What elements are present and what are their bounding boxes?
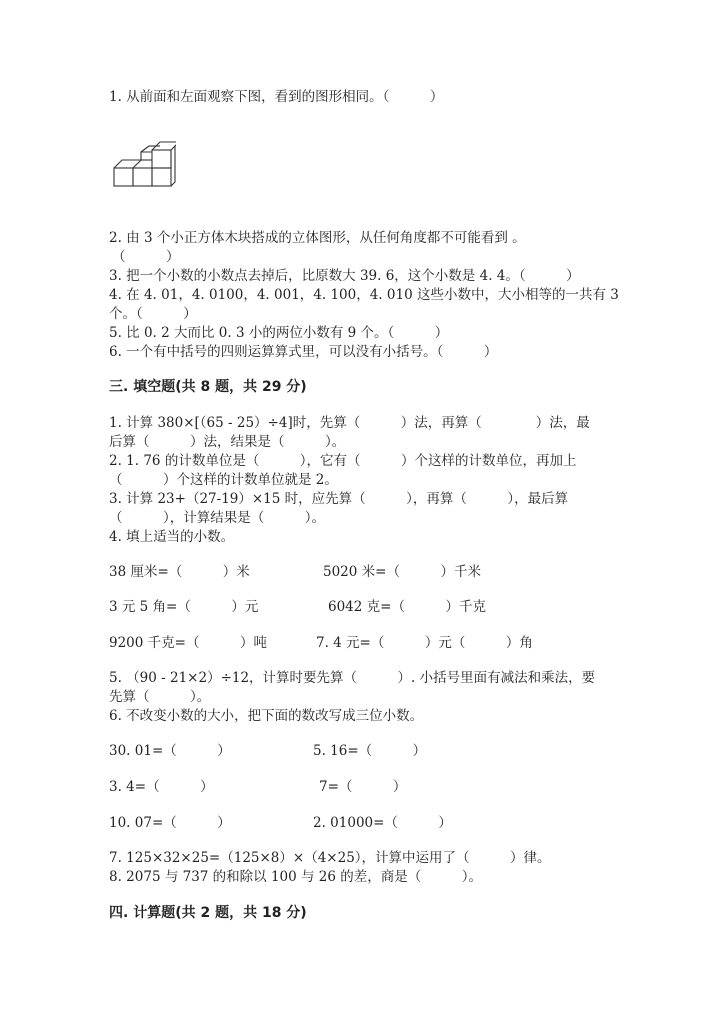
fill-q5-line2: 先算（ ）。 <box>109 689 211 705</box>
fill-q4-r3c1: 9200 千克=（ ）吨 <box>109 635 267 651</box>
judge-q1: 1. 从前面和左面观察下图，看到的图形相同。（ ） <box>109 89 444 105</box>
fill-q6-r3c2: 2. 01000=（ ） <box>313 815 452 831</box>
fill-q7: 7. 125×32×25=（125×8）×（4×25），计算中运用了（ ）律。 <box>109 850 551 866</box>
fill-q3-line2: （ ），计算结果是（ ）。 <box>109 510 325 526</box>
fill-q4-r1c1: 38 厘米=（ ）米 <box>109 564 250 580</box>
judge-q2-line1: 2. 由 3 个小正方体木块搭成的立体图形，从任何角度都不可能看到 。 <box>109 230 526 246</box>
fill-q2-line1: 2. 1. 76 的计数单位是（ ），它有（ ）个这样的计数单位，再加上 <box>109 453 577 469</box>
fill-q6-r3c1: 10. 07=（ ） <box>109 815 231 831</box>
judge-q4-line1: 4. 在 4. 01，4. 0100，4. 001，4. 100，4. 010 这些小数中，大小相等的一共有 3 <box>109 287 619 303</box>
fill-q4-r2c1: 3 元 5 角=（ ）元 <box>109 599 259 615</box>
judge-q2-line2: （ ） <box>112 249 180 265</box>
judge-q6: 6. 一个有中括号的四则运算算式里，可以没有小括号。（ ） <box>109 344 498 360</box>
fill-q6-r2c2: 7=（ ） <box>319 779 407 795</box>
fill-q1-line2: 后算（ ）法，结果是（ ）。 <box>109 434 346 450</box>
cube-figure <box>112 140 176 188</box>
fill-q4: 4. 填上适当的小数。 <box>109 529 235 545</box>
fill-q6-r1c2: 5. 16=（ ） <box>313 743 427 759</box>
fill-q4-r2c2: 6042 克=（ ）千克 <box>328 599 486 615</box>
judge-q5: 5. 比 0. 2 大而比 0. 3 小的两位小数有 9 个。（ ） <box>109 325 449 341</box>
fill-q3-line1: 3. 计算 23+（27-19）×15 时，应先算（ ），再算（ ），最后算 <box>109 491 569 507</box>
fill-q1-line1: 1. 计算 380×[（65 - 25）÷4]时，先算（ ）法，再算（ ）法，最 <box>109 415 590 431</box>
fill-q4-r1c2: 5020 米=（ ）千米 <box>323 564 481 580</box>
fill-q6: 6. 不改变小数的大小，把下面的数改写成三位小数。 <box>109 708 424 724</box>
section3-heading: 三. 填空题(共 8 题，共 29 分) <box>109 379 307 395</box>
section4-heading: 四. 计算题(共 2 题，共 18 分) <box>109 905 307 921</box>
fill-q5-line1: 5. （90 - 21×2）÷12，计算时要先算（ ）. 小括号里面有减法和乘法，要 <box>109 670 596 686</box>
judge-q3: 3. 把一个小数的小数点去掉后，比原数大 39. 6，这个小数是 4. 4。（ ） <box>109 268 580 284</box>
fill-q6-r1c1: 30. 01=（ ） <box>109 743 231 759</box>
fill-q8: 8. 2075 与 737 的和除以 100 与 26 的差，商是（ ）。 <box>109 869 483 885</box>
fill-q4-r3c2: 7. 4 元=（ ）元（ ）角 <box>316 635 533 651</box>
fill-q2-line2: （ ）个这样的计数单位就是 2。 <box>109 472 338 488</box>
fill-q6-r2c1: 3. 4=（ ） <box>109 779 214 795</box>
judge-q4-line2: 个。（ ） <box>109 306 197 322</box>
